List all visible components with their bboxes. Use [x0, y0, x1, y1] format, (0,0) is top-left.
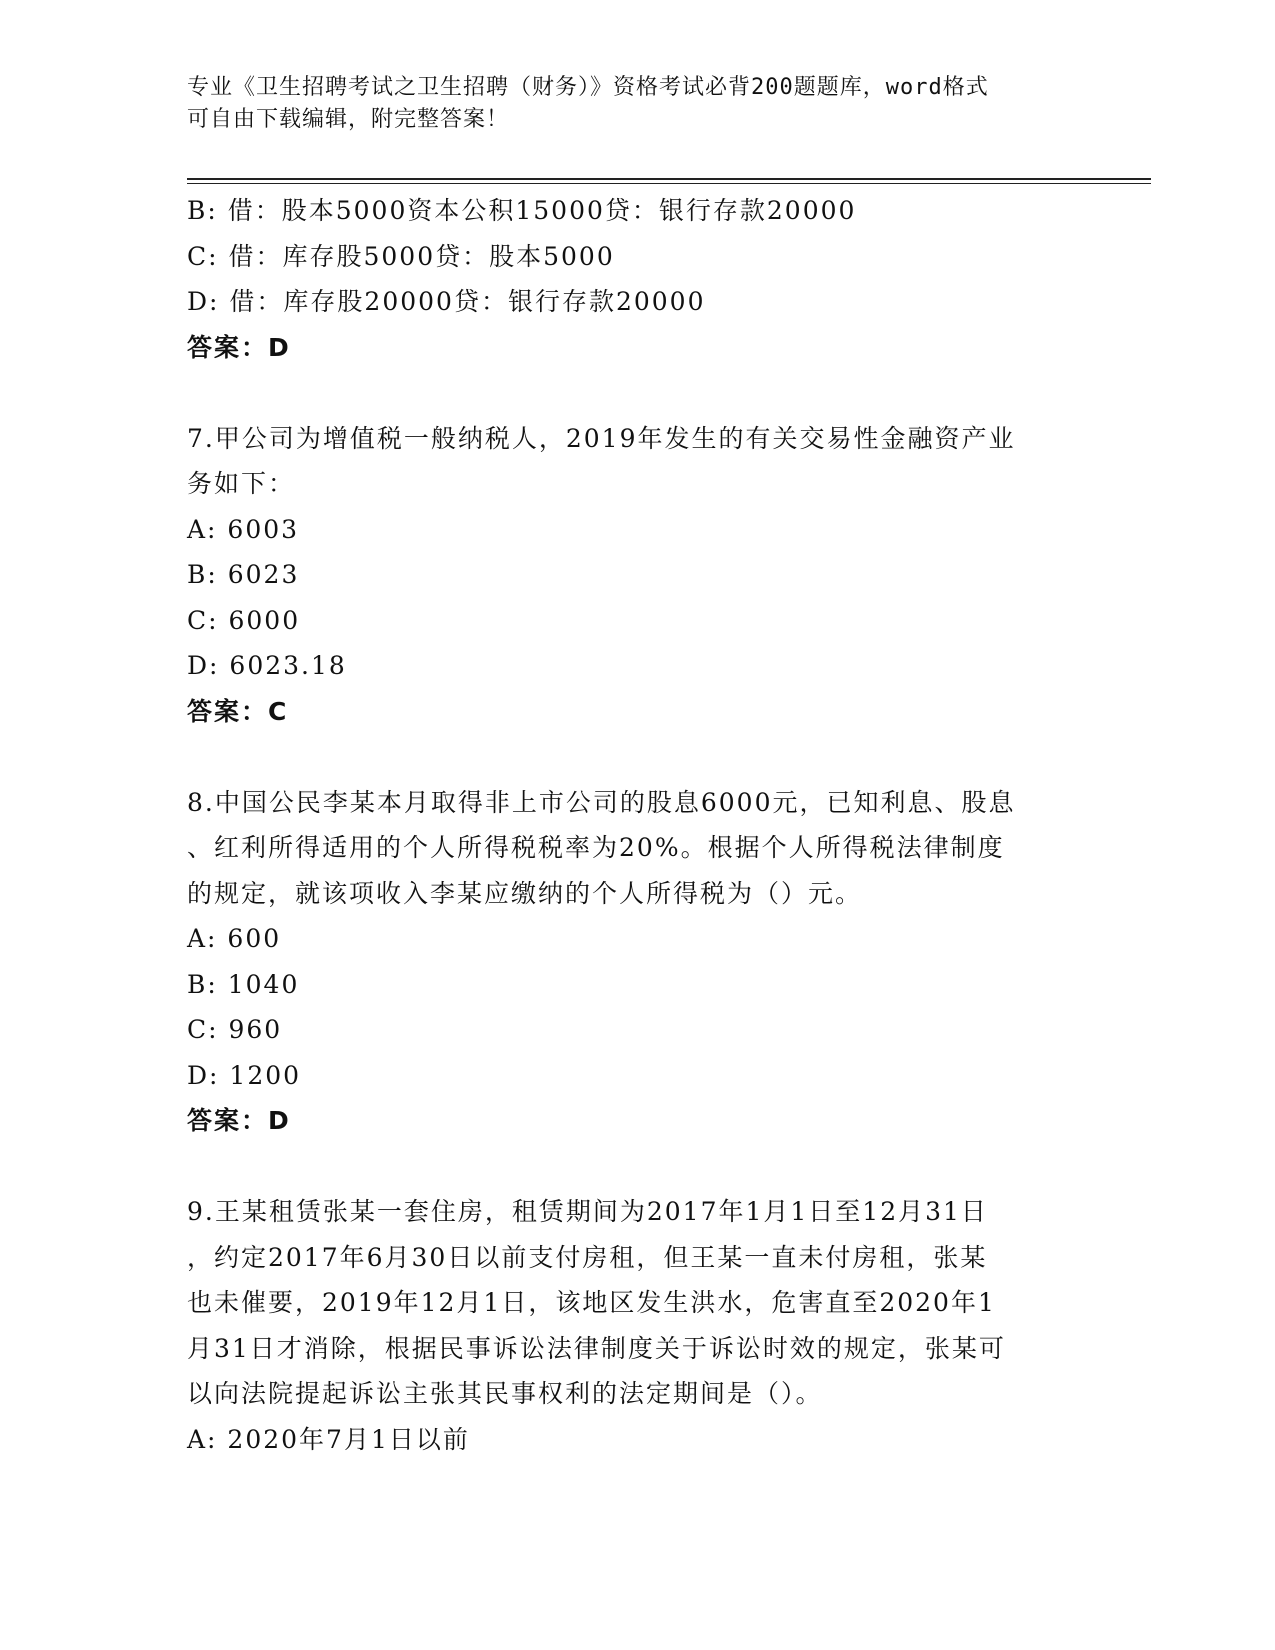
q9-text-line-5: 以向法院提起诉讼主张其民事权利的法定期间是（）。 — [187, 1379, 823, 1408]
q8-answer: 答案：D — [187, 1106, 291, 1135]
question-7 — [187, 416, 1087, 735]
header-line-1: 专业《卫生招聘考试之卫生招聘（财务）》资格考试必背200题题库，word格式 — [187, 75, 989, 100]
spacer — [187, 734, 1087, 780]
question-content — [187, 188, 1087, 1462]
question-8 — [187, 780, 1087, 1144]
header-divider-thin — [187, 183, 1151, 184]
q6-option-d: D: 借：库存股20000贷：银行存款20000 — [187, 287, 706, 316]
q9-text-line-4: 月31日才消除，根据民事诉讼法律制度关于诉讼时效的规定，张某可 — [187, 1333, 1006, 1363]
q7-text-line-2: 务如下： — [187, 469, 296, 498]
q8-option-a: A: 600 — [187, 924, 282, 953]
q9-option-a: A: 2020年7月1日以前 — [187, 1424, 470, 1454]
q6-answer: 答案：D — [187, 332, 291, 362]
q8-option-b: B: 1040 — [187, 969, 300, 999]
q9-text-line-2: ，约定2017年6月30日以前支付房租，但王某一直未付房租，张某 — [187, 1242, 988, 1272]
question-9 — [187, 1189, 1087, 1462]
q9-text-line-3: 也未催要，2019年12月1日，该地区发生洪水，危害直至2020年1 — [187, 1288, 996, 1317]
q8-text-line-3: 的规定，就该项收入李某应缴纳的个人所得税为（）元。 — [187, 878, 863, 908]
q8-text-line-1: 8.中国公民李某本月取得非上市公司的股息6000元，已知利息、股息 — [187, 787, 1016, 817]
question-6-tail — [187, 188, 1087, 370]
q8-option-c: C: 960 — [187, 1015, 283, 1044]
q7-option-d: D: 6023.18 — [187, 651, 347, 680]
q6-option-b: B: 借：股本5000资本公积15000贷：银行存款20000 — [187, 196, 857, 225]
q7-option-a: A: 6003 — [187, 514, 300, 544]
header-line-2: 可自由下载编辑，附完整答案！ — [187, 107, 510, 132]
q8-option-d: D: 1200 — [187, 1060, 302, 1090]
document-header — [187, 72, 1067, 136]
q9-text-line-1: 9.王某租赁张某一套住房，租赁期间为2017年1月1日至12月31日 — [187, 1197, 988, 1226]
q8-text-line-2: 、红利所得适用的个人所得税税率为20%。根据个人所得税法律制度 — [187, 833, 1005, 862]
q7-answer: 答案：C — [187, 696, 289, 726]
spacer — [187, 1144, 1087, 1190]
header-divider-thick — [187, 178, 1151, 180]
q7-option-c: C: 6000 — [187, 605, 301, 635]
q6-option-c: C: 借：库存股5000贷：股本5000 — [187, 241, 615, 271]
spacer — [187, 370, 1087, 416]
q7-option-b: B: 6023 — [187, 560, 300, 589]
q7-text-line-1: 7.甲公司为增值税一般纳税人，2019年发生的有关交易性金融资产业 — [187, 423, 1016, 453]
